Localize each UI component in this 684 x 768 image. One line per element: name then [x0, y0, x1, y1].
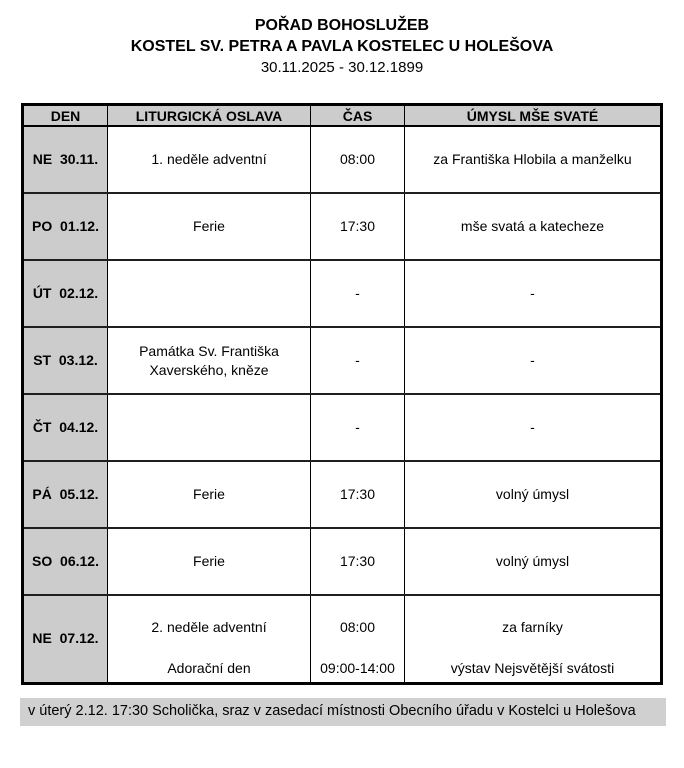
table-row	[23, 394, 662, 461]
day-cell: ČT 04.12.	[23, 394, 108, 461]
header-row	[23, 105, 662, 127]
header-cas: ČAS	[311, 105, 405, 127]
table-row	[23, 528, 662, 595]
intention-cell: -	[405, 394, 662, 461]
intention-cell: za Františka Hlobila a manželku	[405, 126, 662, 193]
header-den: DEN	[23, 105, 108, 127]
day-cell: ÚT 02.12.	[23, 260, 108, 327]
table-row	[23, 327, 662, 394]
celebration-cell: Památka Sv. Františka Xaverského, kněze	[108, 327, 311, 394]
celebration-cell	[108, 260, 311, 327]
intention-cell: mše svatá a katecheze	[405, 193, 662, 260]
celebration-cell: Ferie	[108, 461, 311, 528]
table-row	[23, 193, 662, 260]
day-cell: ST 03.12.	[23, 327, 108, 394]
celebration-cell	[108, 394, 311, 461]
day-cell: PO 01.12.	[23, 193, 108, 260]
day-cell: PÁ 05.12.	[23, 461, 108, 528]
intention-cell: -	[405, 327, 662, 394]
time-cell: 17:30	[311, 193, 405, 260]
time-cell-line2: 09:00-14:00	[320, 660, 395, 676]
table-row	[23, 461, 662, 528]
intention-cell: volný úmysl	[405, 528, 662, 595]
time-cell: -	[311, 327, 405, 394]
celebration-cell-line2: Adorační den	[167, 660, 251, 676]
header-umysl-mse-svate: ÚMYSL MŠE SVATÉ	[405, 105, 662, 127]
day-cell: NE 30.11.	[23, 126, 108, 193]
celebration-cell-line1: 2. neděle adventní	[151, 619, 267, 635]
time-cell: 17:30	[311, 528, 405, 595]
schedule-table	[21, 103, 663, 685]
day-cell: SO 06.12.	[23, 528, 108, 595]
date-range: 30.11.2025 - 30.12.1899	[260, 59, 424, 76]
footer-note: v úterý 2.12. 17:30 Scholička, sraz v zasedací místnosti Obecního úřadu v Kostelci u Holešova	[20, 698, 666, 726]
celebration-cell: Ferie	[108, 528, 311, 595]
page-title: POŘAD BOHOSLUŽEB	[254, 17, 430, 34]
table-row	[23, 595, 662, 683]
time-cell: 08:00	[311, 126, 405, 193]
time-cell: -	[311, 394, 405, 461]
time-cell: 17:30	[311, 461, 405, 528]
time-cell	[311, 595, 405, 683]
table-row	[23, 260, 662, 327]
church-name: KOSTEL SV. PETRA A PAVLA KOSTELEC U HOLEŠOVA	[130, 38, 554, 55]
intention-cell-line1: za farníky	[502, 619, 563, 635]
celebration-cell: Ferie	[108, 193, 311, 260]
table-row	[23, 126, 662, 193]
intention-cell: volný úmysl	[405, 461, 662, 528]
celebration-cell	[108, 595, 311, 683]
day-cell: NE 07.12.	[23, 595, 108, 683]
schedule-body	[23, 126, 662, 683]
intention-cell	[405, 595, 662, 683]
celebration-cell: 1. neděle adventní	[108, 126, 311, 193]
intention-cell: -	[405, 260, 662, 327]
time-cell-line1: 08:00	[339, 619, 376, 635]
header-liturgicka-oslava: LITURGICKÁ OSLAVA	[108, 105, 311, 127]
intention-cell-line2: výstav Nejsvětější svátosti	[450, 660, 615, 676]
title-block	[0, 0, 684, 78]
time-cell: -	[311, 260, 405, 327]
